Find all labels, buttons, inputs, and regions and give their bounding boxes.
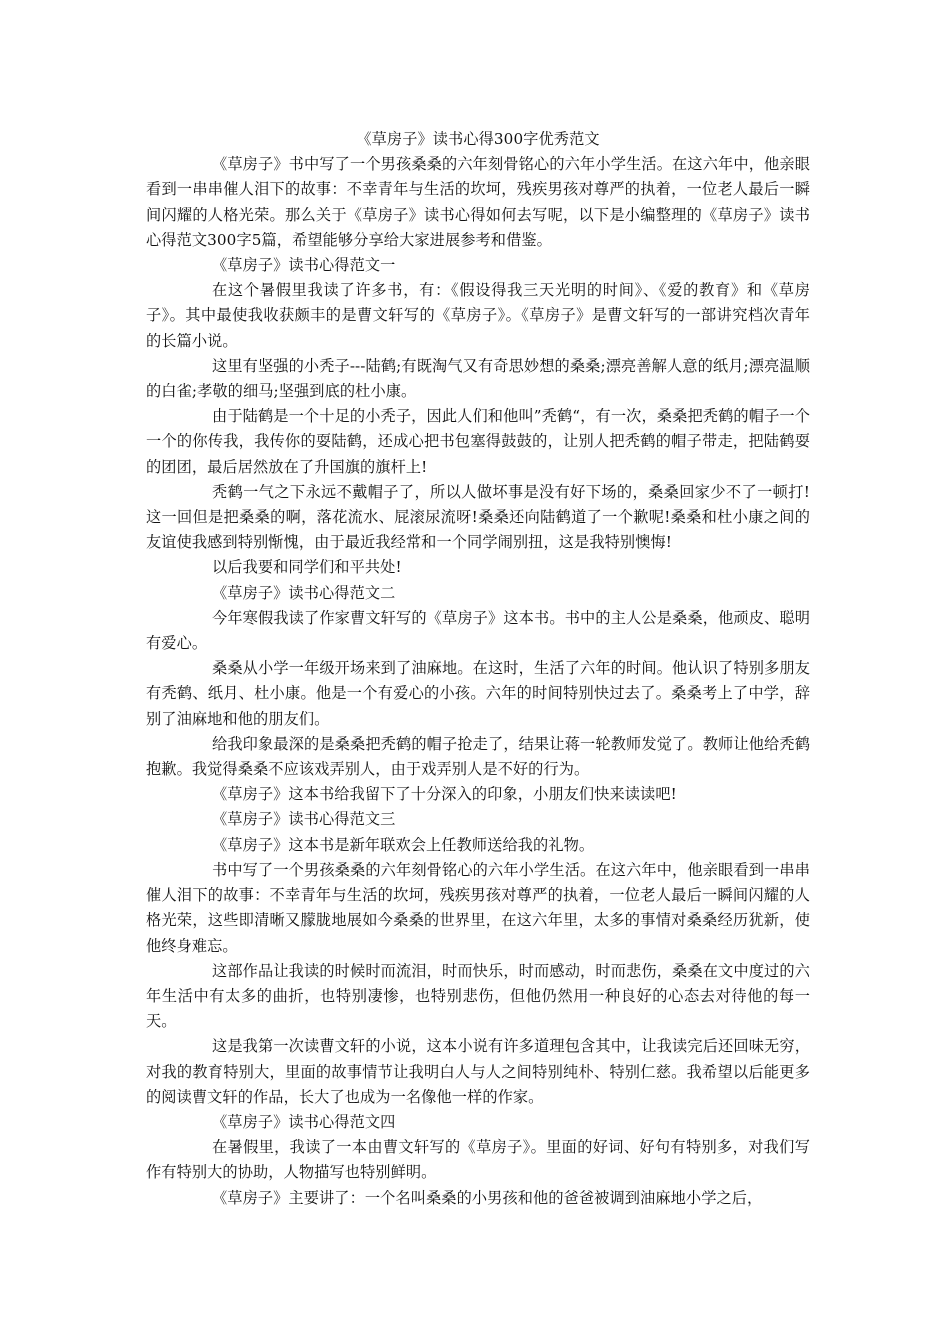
- paragraph: 在暑假里，我读了一本由曹文轩写的《草房子》。里面的好词、好句有特别多，对我们写作有特别大的协助，人物描写也特别鲜明。: [146, 1138, 810, 1182]
- paragraph: 《草房子》主要讲了：一个名叫桑桑的小男孩和他的爸爸被调到油麻地小学之后，: [212, 1188, 763, 1207]
- paragraph: 以后我要和同学们和平共处!: [212, 558, 402, 577]
- paragraph: 《草房子》这本书是新年联欢会上任教师送给我的礼物。: [212, 835, 595, 854]
- paragraph: 由于陆鹤是一个十足的小秃子，因此人们和他叫”秃鹤“，有一次，桑桑把秃鹤的帽子一个一个的你传我，我传你的耍陆鹤，还成心把书包塞得鼓鼓的，让别人把秃鹤的帽子带走，把陆鹤耍的团团，最后居然放在了升国旗的旗杆上!: [146, 407, 810, 476]
- paragraph: 这是我第一次读曹文轩的小说，这本小说有许多道理包含其中，让我读完后还回味无穷，对我的教育特别大，里面的故事情节让我明白人与人之间特别纯朴、特别仁慈。我希望以后能更多的阅读曹文轩的作品，长大了也成为一名像他一样的作家。: [146, 1037, 810, 1106]
- section-heading-4: 《草房子》读书心得范文四: [212, 1112, 396, 1131]
- section-heading-2: 《草房子》读书心得范文二: [212, 583, 396, 602]
- paragraph: 桑桑从小学一年级开场来到了油麻地。在这时，生活了六年的时间。他认识了特别多朋友有秃鹤、纸月、杜小康。他是一个有爱心的小孩。六年的时间特别快过去了。桑桑考上了中学，辞别了油麻地和他的朋友们。: [146, 659, 810, 728]
- paragraph: 在这个暑假里我读了许多书，有：《假设得我三天光明的时间》、《爱的教育》和《草房子》。其中最使我收获颇丰的是曹文轩写的《草房子》。《草房子》是曹文轩写的一部讲究档次青年的长篇小说。: [146, 281, 810, 350]
- paragraph: 今年寒假我读了作家曹文轩写的《草房子》这本书。书中的主人公是桑桑，他顽皮、聪明有爱心。: [146, 608, 810, 653]
- paragraph: 这部作品让我读的时候时而流泪，时而快乐，时而感动，时而悲伤，桑桑在文中度过的六年生活中有太多的曲折，也特别凄惨，也特别悲伤，但他仍然用一种良好的心态去对待他的每一天。: [146, 961, 810, 1031]
- section-heading-1: 《草房子》读书心得范文一: [212, 256, 396, 275]
- section-heading-3: 《草房子》读书心得范文三: [212, 810, 396, 829]
- paragraph: 秃鹤一气之下永远不戴帽子了，所以人做坏事是没有好下场的，桑桑回家少不了一顿打!这一回但是把桑桑的啊，落花流水、屁滚尿流呀!桑桑还向陆鹤道了一个歉呢!桑桑和杜小康之间的友谊使我感到特别惭愧，由于最近我经常和一个同学闹别扭，这是我特别懊悔!: [146, 482, 810, 552]
- paragraph: 给我印象最深的是桑桑把秃鹤的帽子抢走了，结果让蒋一轮教师发觉了。教师让他给秃鹤抱歉。我觉得桑桑不应该戏弄别人，由于戏弄别人是不好的行为。: [146, 734, 810, 779]
- intro-paragraph: 《草房子》书中写了一个男孩桑桑的六年刻骨铭心的六年小学生活。在这六年中，他亲眼看到一串串催人泪下的故事：不幸青年与生活的坎坷，残疾男孩对尊严的执着，一位老人最后一瞬间闪耀的人格光荣。那么关于《草房子》读书心得如何去写呢，以下是小编整理的《草房子》读书心得范文300字5篇，希望能够分享给大家进展参考和借鉴。: [146, 155, 810, 249]
- paragraph: 书中写了一个男孩桑桑的六年刻骨铭心的六年小学生活。在这六年中，他亲眼看到一串串催人泪下的故事：不幸青年与生活的坎坷，残疾男孩对尊严的执着，一位老人最后一瞬间闪耀的人格光荣，这些即清晰又朦胧地展如今桑桑的世界里，在这六年里，太多的事情对桑桑经历犹新，使他终身难忘。: [146, 860, 810, 955]
- paragraph: 《草房子》这本书给我留下了十分深入的印象，小朋友们快来读读吧!: [212, 785, 677, 804]
- document-body: [146, 127, 810, 1211]
- document-title: 《草房子》读书心得300字优秀范文: [356, 130, 600, 148]
- paragraph: 这里有坚强的小秃子---陆鹤;有既淘气又有奇思妙想的桑桑;漂亮善解人意的纸月;漂亮温顺的白雀;孝敬的细马;坚强到底的杜小康。: [146, 356, 810, 401]
